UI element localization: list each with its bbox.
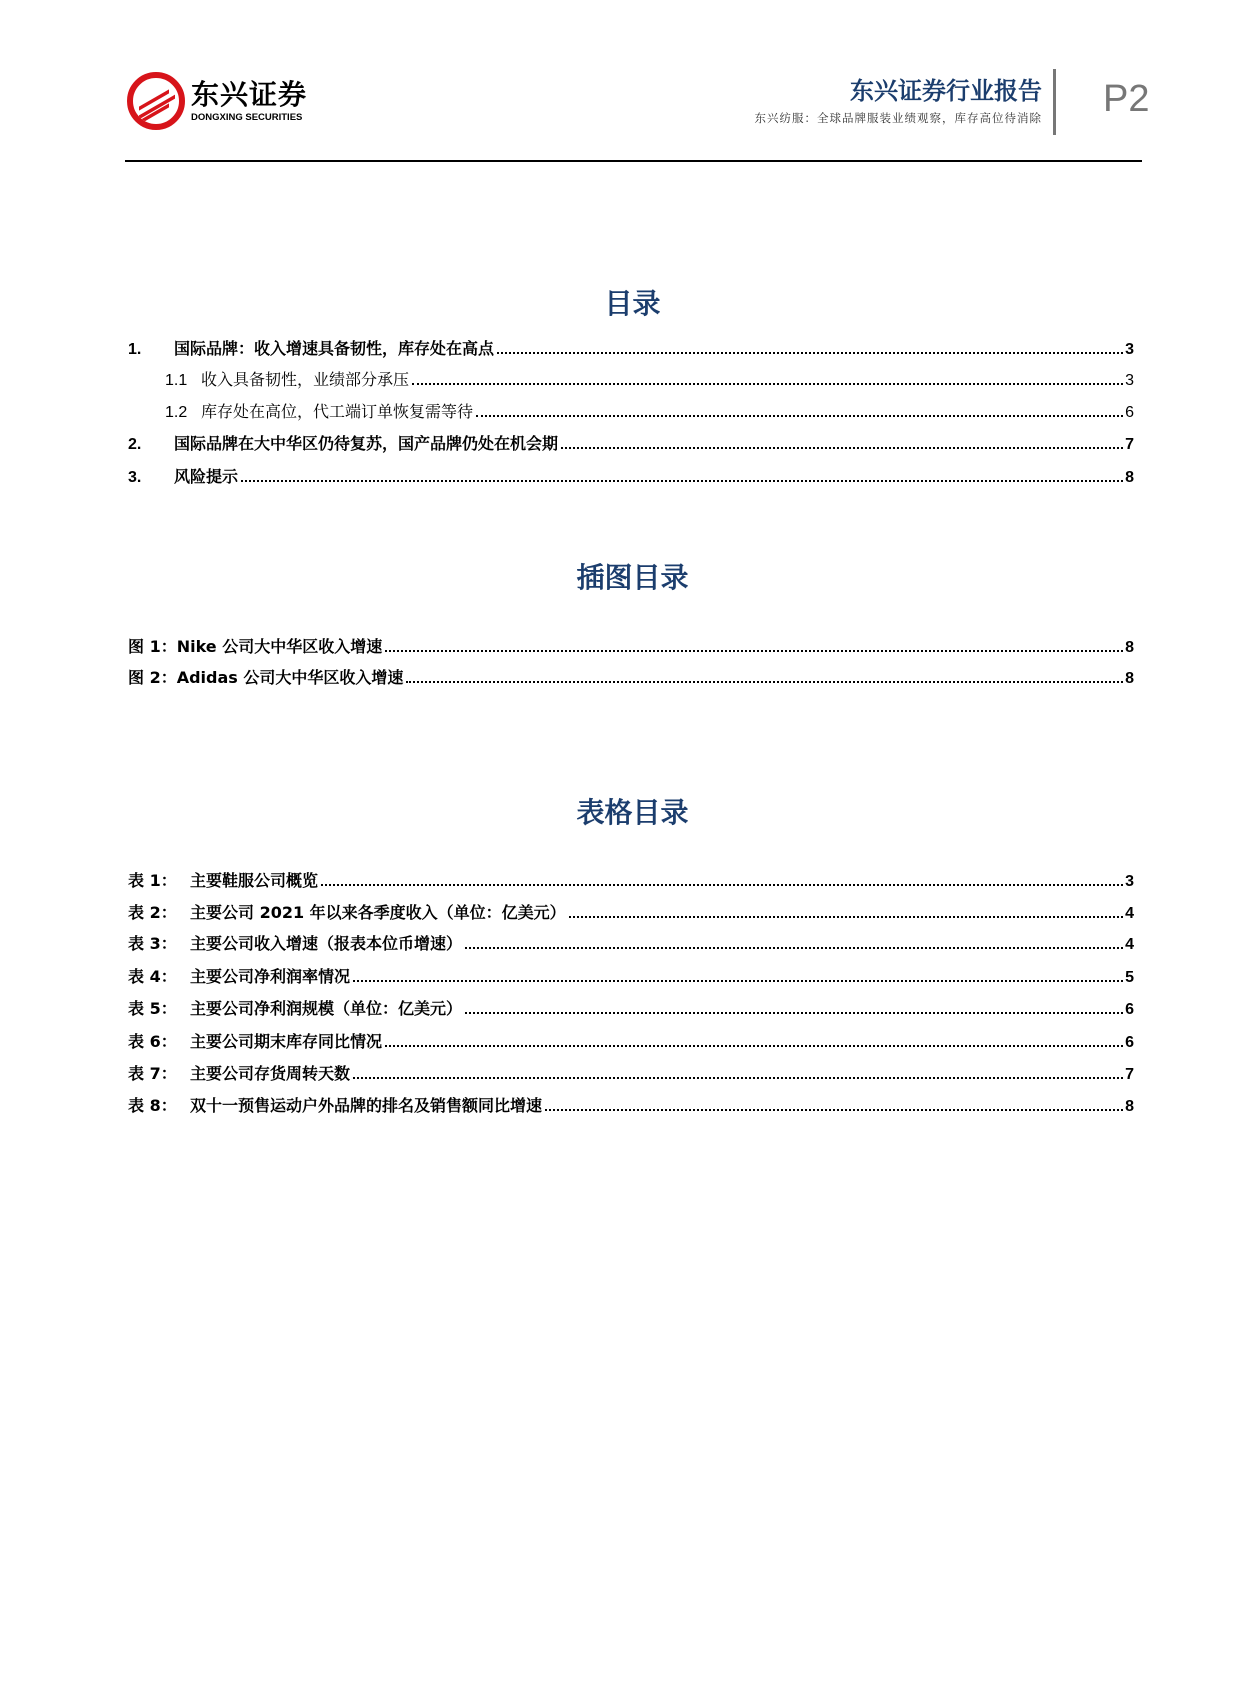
table-entry-text: 主要公司净利润规模（单位：亿美元） <box>190 999 463 1018</box>
logo-mark-icon <box>127 72 185 130</box>
toc-entry-page: 3 <box>1125 372 1134 389</box>
table-entry[interactable] <box>128 966 1134 989</box>
figure-entry[interactable] <box>128 667 1134 690</box>
dot-leader <box>412 383 1123 385</box>
table-entry[interactable] <box>128 1095 1134 1118</box>
dot-leader <box>353 1077 1123 1079</box>
figure-entry-page: 8 <box>1125 639 1134 656</box>
dot-leader <box>385 650 1123 652</box>
toc-entry[interactable] <box>128 338 1134 361</box>
dot-leader <box>465 1012 1123 1014</box>
dot-leader <box>545 1109 1123 1111</box>
toc-entry[interactable] <box>128 433 1134 456</box>
toc-entry[interactable] <box>128 466 1134 489</box>
toc-entry[interactable] <box>165 369 1134 392</box>
tables-title: 表格目录 <box>576 796 689 829</box>
table-entry-number: 表 7： <box>128 1064 177 1083</box>
table-entry-text: 主要公司存货周转天数 <box>190 1064 351 1083</box>
table-entry-page: 4 <box>1125 905 1134 922</box>
table-entry-page: 6 <box>1125 1001 1134 1018</box>
toc-entry-number: 1. <box>128 341 142 358</box>
table-entry-text: 主要鞋服公司概览 <box>190 871 319 890</box>
table-entry-text: 主要公司期末库存同比情况 <box>190 1032 383 1051</box>
table-entry[interactable] <box>128 933 1134 956</box>
toc-entry-number: 1.1 <box>165 372 188 389</box>
toc-title: 目录 <box>604 287 661 320</box>
table-entry-number: 表 8： <box>128 1096 177 1115</box>
figure-entry-text: 图 1：Nike 公司大中华区收入增速 <box>128 637 383 656</box>
table-entry-number: 表 4： <box>128 967 177 986</box>
toc-entry[interactable] <box>165 401 1134 424</box>
table-entry-text: 双十一预售运动户外品牌的排名及销售额同比增速 <box>190 1096 543 1115</box>
table-entry-text: 主要公司 2021 年以来各季度收入（单位：亿美元） <box>190 903 566 922</box>
table-entry[interactable] <box>128 902 1134 925</box>
table-entry-page: 7 <box>1125 1066 1134 1083</box>
table-entry-number: 表 2： <box>128 903 177 922</box>
table-entry-text: 主要公司净利润率情况 <box>190 967 351 986</box>
company-logo <box>127 72 307 130</box>
logo-name-cn: 东兴证券 <box>191 77 308 111</box>
header-divider <box>1053 69 1056 135</box>
toc-entry-page: 8 <box>1125 469 1134 486</box>
table-entry-number: 表 5： <box>128 999 177 1018</box>
toc-entry-text: 库存处在高位，代工端订单恢复需等待 <box>201 402 474 421</box>
figure-entry[interactable] <box>128 636 1134 659</box>
report-subtitle: 东兴纺服：全球品牌服装业绩观察，库存高位待消除 <box>754 111 1042 125</box>
dot-leader <box>497 352 1123 354</box>
table-entry[interactable] <box>128 998 1134 1021</box>
table-entry-number: 表 3： <box>128 934 177 953</box>
dot-leader <box>406 681 1123 683</box>
table-entry-page: 8 <box>1125 1098 1134 1115</box>
toc-entry-page: 3 <box>1125 341 1134 358</box>
dot-leader <box>465 947 1123 949</box>
report-header <box>755 76 1043 126</box>
table-entry-page: 6 <box>1125 1034 1134 1051</box>
dot-leader <box>476 415 1123 417</box>
toc-entry-page: 7 <box>1125 436 1134 453</box>
table-entry[interactable] <box>128 1031 1134 1054</box>
toc-entry-number: 1.2 <box>165 404 188 421</box>
table-entry-number: 表 1： <box>128 871 177 890</box>
figure-entry-text: 图 2：Adidas 公司大中华区收入增速 <box>128 668 404 687</box>
table-entry-text: 主要公司收入增速（报表本位币增速） <box>190 934 463 953</box>
table-entry-page: 4 <box>1125 936 1134 953</box>
report-type: 东兴证券行业报告 <box>850 77 1042 105</box>
figures-title: 插图目录 <box>576 561 689 594</box>
table-entry-number: 表 6： <box>128 1032 177 1051</box>
toc-entry-text: 收入具备韧性，业绩部分承压 <box>201 370 410 389</box>
figure-entry-page: 8 <box>1125 670 1134 687</box>
dot-leader <box>321 884 1123 886</box>
table-entry-page: 5 <box>1125 969 1134 986</box>
dot-leader <box>241 480 1123 482</box>
dot-leader <box>385 1045 1123 1047</box>
logo-name-en: DONGXING SECURITIES <box>191 111 303 123</box>
table-entry[interactable] <box>128 1063 1134 1086</box>
dot-leader <box>569 916 1123 918</box>
toc-entry-text: 国际品牌：收入增速具备韧性，库存处在高点 <box>174 339 495 358</box>
table-entry-page: 3 <box>1125 873 1134 890</box>
header-rule <box>125 160 1142 162</box>
toc-entry-page: 6 <box>1125 404 1134 421</box>
dot-leader <box>353 980 1123 982</box>
toc-entry-text: 国际品牌在大中华区仍待复苏，国产品牌仍处在机会期 <box>174 434 559 453</box>
page-number: P2 <box>1103 78 1150 120</box>
toc-entry-number: 3. <box>128 469 142 486</box>
toc-entry-number: 2. <box>128 436 142 453</box>
dot-leader <box>561 447 1123 449</box>
toc-entry-text: 风险提示 <box>174 467 239 486</box>
table-entry[interactable] <box>128 870 1134 893</box>
